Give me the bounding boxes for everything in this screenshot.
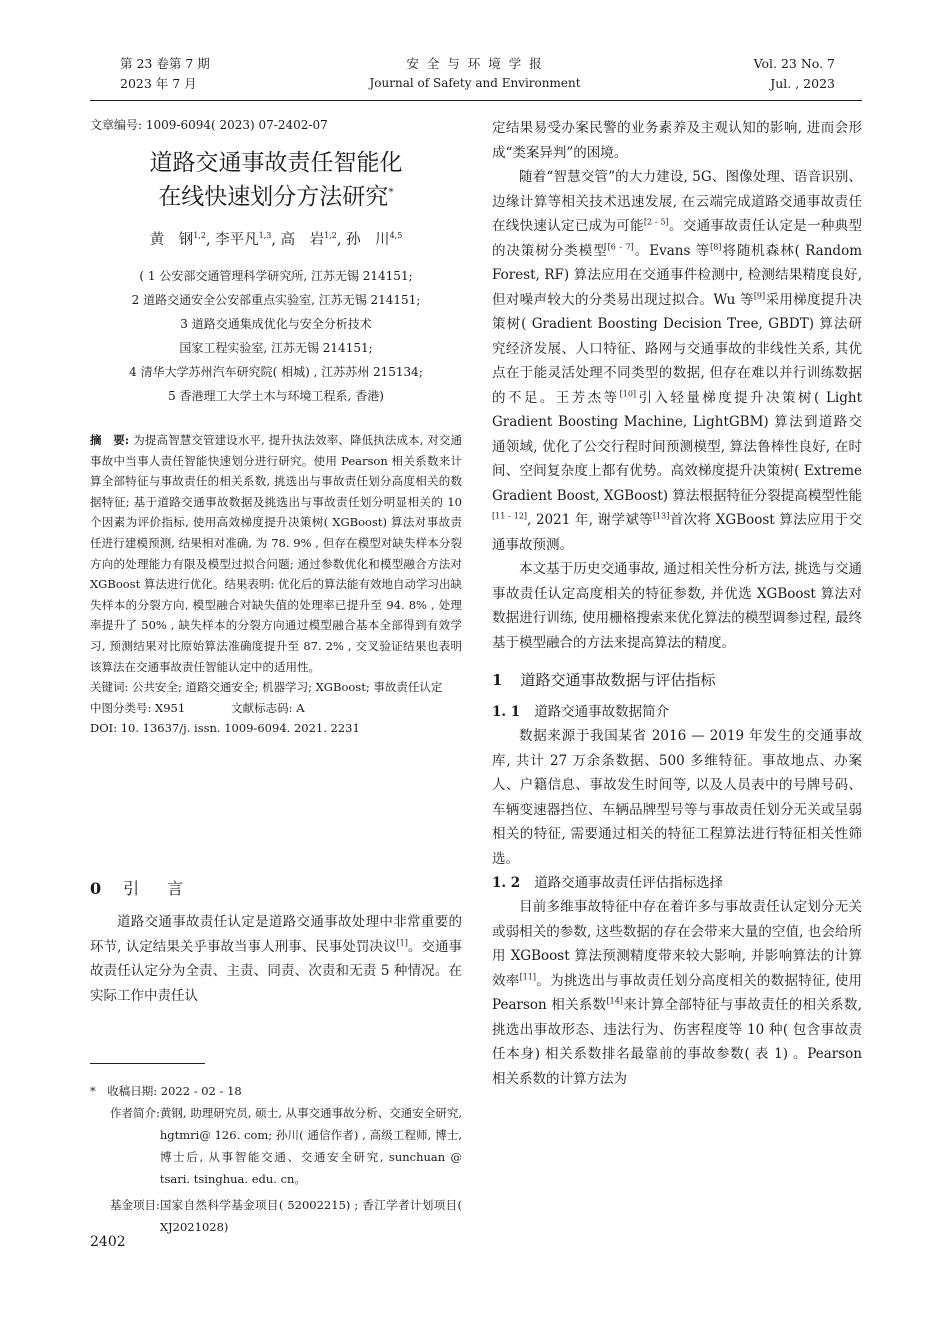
paragraph: 目前多维事故特征中存在着许多与事故责任认定划分无关或弱相关的参数, 这些数据的存在会带来大量的空值, 也会给所用 XGBoost 算法预测精度带来较大影响, 并影响算法的计算效率[11]。为挑选出与事故责任划分高度相关的数据特征, 使用 Pearson 相关系数[14]来计算全部特征与事故责任的相关系数, 挑选出事故形态、违法行为、伤害程度等 10 种( 包含事故责任本身) 相关系数排名最靠前的事故参数( 表 1) 。Pearson 相关系数的计算方法为	[492, 899, 862, 1087]
citation: [10]	[619, 389, 637, 398]
paragraph: 定结果易受办案民警的业务素养及主观认知的影响, 进而会形成“类案异判”的困境。	[492, 120, 862, 161]
citation: [9]	[753, 291, 766, 300]
author-list: 黄 钢$^{1,2}$, 李平凡$^{1,3}$, 高 岩$^{1,2}$, 孙 川$^{4,5}$	[149, 231, 403, 248]
affiliation-line: 4 清华大学苏州汽车研究院( 相城) , 江苏苏州 215134;	[129, 365, 423, 379]
section-1-heading: 1 道路交通事故数据与评估指标	[492, 671, 716, 689]
citation: [2 - 5]	[643, 217, 669, 227]
citation: [6 - 7]	[607, 242, 634, 251]
header-date-en: Jul. , 2023	[770, 76, 835, 91]
section-1-1-heading: 1. 1 道路交通事故数据简介	[492, 704, 670, 720]
author: 高 岩$^{1,2}$	[280, 231, 337, 248]
header-volume: Vol. 23 No. 7	[753, 56, 835, 71]
right-column	[492, 116, 862, 1091]
footnote-author-info: 作者简介: 黄钢, 助理研究员, 硕士, 从事交通事故分析、交通安全研究, hgtmri@ 126. com; 孙川( 通信作者) , 高级工程师, 博士, 博士后, 从事智能交通、交通安全研究, sunchuan @ tsari. tsinghua. edu. cn。	[110, 1106, 462, 1186]
affiliation-line: 2 道路交通安全公安部重点实验室, 江苏无锡 214151;	[131, 293, 421, 307]
keywords: 关键词: 公共安全; 道路交通安全; 机器学习; XGBoost; 事故责任认定	[90, 680, 443, 695]
footnote	[90, 1080, 462, 1238]
affiliations	[90, 264, 462, 408]
section-1-2-heading: 1. 2 道路交通事故责任评估指标选择	[492, 875, 724, 891]
abstract: 摘 要: 为提高智慧交管建设水平, 提升执法效率、降低执法成本, 对交通事故中当事人责任智能快速划分进行研究。使用 Pearson 相关系数来计算全部特征与事故责任的相关系数, 挑选出与事故责任划分高度相关的数据特征; 基于道路交通事故数据及挑选出与事故责任划分明显相关的 10 个因素为评价指标, 使用高效梯度提升决策树( XGBoost) 算法对事故责任进行建模预测, 结果相对准确, 为 78. 9% , 但存在模型对缺失样本分裂方向的处理能力有限及模型过拟合问题; 通过参数优化和模型融合方法对 XGBoost 算法进行优化。结果表明: 优化后的算法能有效地自动学习出缺失样本的分裂方向, 模型融合对缺失值的处理率已提升至 94. 8% , 处理率提升了 50% , 缺失样本的分裂方向通过模型融合基本全部得到有效学习, 预测结果对比原始算法准确度提升至 87. 2% , 交叉验证结果也表明该算法在交通事故责任智能认定中的适用性。	[90, 433, 462, 674]
journal-title-en: Journal of Safety and Environment	[369, 76, 581, 90]
intro-paragraph: 道路交通事故责任认定是道路交通事故处理中非常重要的环节, 认定结果关乎事故当事人刑事、民事处罚决议[1]。交通事故责任认定分为全责、主责、同责、次责和无责 5 种情况。在实际工作中责任认	[90, 914, 463, 1004]
paragraph: 数据来源于我国某省 2016 — 2019 年发生的交通事故库, 共计 27 万余条数据、500 多维特征。事故地点、办案人、户籍信息、事故发生时间等, 以及人员表中的号牌号码、车辆变速器挡位、车辆品牌型号等与事故责任划分无关或呈弱相关的特征, 需要通过相关的特征工程算法进行特征相关性筛选。	[492, 728, 862, 867]
affiliation-line: 3 道路交通集成优化与安全分析技术	[180, 317, 372, 331]
citation: [13]	[652, 511, 670, 521]
paragraph: 本文基于历史交通事故, 通过相关性分析方法, 挑选与交通事故责任认定高度相关的特征参数, 并优选 XGBoost 算法对数据进行训练, 使用栅格搜索来优化算法的模型调参过程, 最终基于模型融合的方法来提高算法的精度。	[492, 561, 862, 651]
header-date: 2023 年 7 月	[120, 76, 197, 91]
citation: [14]	[606, 996, 623, 1006]
paper-title	[90, 146, 462, 214]
doi: DOI: 10. 13637/j. issn. 1009-6094. 2021. 2231	[90, 721, 360, 736]
abstract-block	[90, 430, 462, 739]
affiliation-line: 5 香港理工大学土木与环境工程系, 香港)	[168, 389, 384, 403]
author: 李平凡$^{1,3}$	[215, 231, 272, 248]
header-rule	[90, 100, 862, 101]
section-0-heading: 0 引 言	[90, 879, 190, 898]
citation: [11 - 12]	[492, 511, 528, 521]
citation: [11]	[519, 972, 536, 981]
header-issue: 第 23 卷第 7 期	[120, 56, 210, 71]
page-number: 2402	[90, 1234, 126, 1250]
footnote-rule	[90, 1063, 205, 1064]
affiliation-line: 国家工程实验室, 江苏无锡 214151;	[179, 341, 373, 355]
paragraph: 随着“智慧交管”的大力建设, 5G、图像处理、语音识别、边缘计算等相关技术迅速发展, 在云端完成道路交通事故责任在线快速认定已成为可能[2 - 5]。交通事故责任认定是一种典型的决策树分类模型[6 - 7]。Evans 等[8]将随机森林( Random Forest, RF) 算法应用在交通事件检测中, 检测结果精度良好, 但对噪声较大的分类易出现过拟合。Wu 等[9]采用梯度提升决策树( Gradient Boosting Decision Tree, GBDT) 算法研究经济发展、人口特征、路网与交通事故的非线性关系, 其优点在于能灵活处理不同类型的数据, 但存在难以并行训练数据的不足。王芳杰等[10]引入轻量梯度提升决策树( Light Gradient Boosting Machine, LightGBM) 算法到道路交通领域, 优化了公交行程时间预测模型, 算法鲁棒性良好, 在时间、空间复杂度上都有优势。高效梯度提升决策树( Extreme Gradient Boost, XGBoost) 算法根据特征分裂提高模型性能[11 - 12], 2021 年, 谢学斌等[13]首次将 XGBoost 算法应用于交通事故预测。	[492, 169, 862, 553]
classification: 中图分类号: X951 文献标志码: A	[90, 700, 305, 715]
affiliation-line: ( 1 公安部交通管理科学研究所, 江苏无锡 214151;	[139, 269, 413, 283]
citation: [8]	[710, 242, 722, 251]
footnote-fund: 基金项目: 国家自然科学基金项目( 52002215) ; 香江学者计划项目( XJ2021028)	[110, 1198, 462, 1234]
journal-title-cn: 安 全 与 环 境 学 报	[406, 56, 544, 71]
author: 黄 钢$^{1,2}$	[149, 231, 206, 248]
title-footnote-mark: *	[388, 185, 394, 199]
citation: [1]	[396, 938, 408, 947]
title-line-1: 道路交通事故责任智能化	[149, 150, 403, 176]
article-number: 文章编号: 1009-6094( 2023) 07-2402-07	[90, 118, 328, 132]
footnote-received: * 收稿日期: 2022 - 02 - 18	[90, 1084, 242, 1098]
author: 孙 川$^{4,5}$	[346, 231, 403, 248]
title-line-2: 在线快速划分方法研究*	[158, 184, 394, 210]
